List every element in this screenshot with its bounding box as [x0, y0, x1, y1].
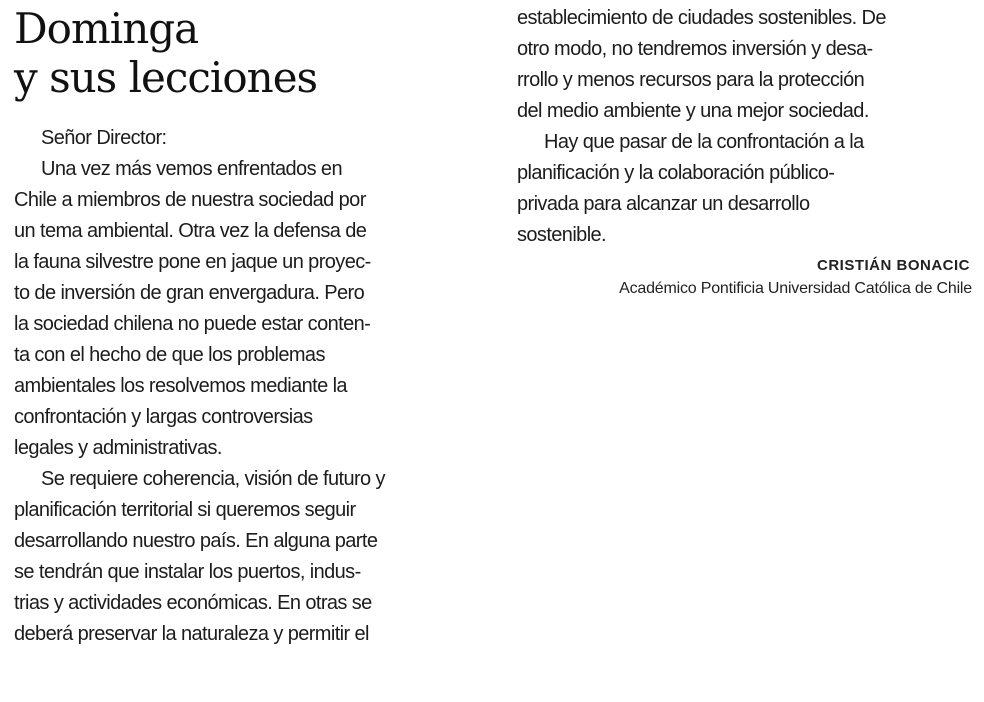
paragraph-line: otro modo, no tendremos inversión y desa-	[517, 38, 873, 60]
paragraph-line: trias y actividades económicas. En otras se	[14, 592, 372, 614]
paragraph-line: Chile a miembros de nuestra sociedad por	[14, 189, 366, 211]
paragraph-line: se tendrán que instalar los puertos, indus-	[14, 561, 361, 583]
paragraph-line: ta con el hecho de que los problemas	[14, 344, 325, 366]
paragraph-line: privada para alcanzar un desarrollo	[517, 193, 810, 215]
paragraph-line: Hay que pasar de la confrontación a la	[544, 131, 864, 153]
paragraph-line: confrontación y largas controversias	[14, 406, 313, 428]
paragraph-line: rrollo y menos recursos para la protección	[517, 69, 865, 91]
paragraph-line: to de inversión de gran envergadura. Pero	[14, 282, 365, 304]
right-column	[517, 0, 972, 298]
author-affiliation: Académico Pontificia Universidad Católica de Chile	[619, 280, 972, 297]
letter-body-left	[14, 123, 474, 650]
headline-line-2: y sus lecciones	[14, 53, 318, 102]
left-column	[14, 0, 474, 650]
letter-body-right	[517, 3, 972, 251]
salutation: Señor Director:	[41, 127, 167, 149]
author-name: CRISTIÁN BONACIC	[817, 257, 970, 274]
paragraph-line: deberá preservar la naturaleza y permitir el	[14, 623, 369, 645]
headline	[14, 4, 474, 102]
paragraph-line: Una vez más vemos enfrentados en	[41, 158, 342, 180]
paragraph-line: Se requiere coherencia, visión de futuro y	[41, 468, 385, 490]
paragraph-line: la sociedad chilena no puede estar conten-	[14, 313, 371, 335]
paragraph-line: un tema ambiental. Otra vez la defensa de	[14, 220, 367, 242]
paragraph-line: del medio ambiente y una mejor sociedad.	[517, 100, 869, 122]
paragraph-line: planificación y la colaboración público-	[517, 162, 835, 184]
headline-line-1: Dominga	[14, 4, 199, 53]
paragraph-line: sostenible.	[517, 224, 607, 246]
paragraph-line: establecimiento de ciudades sostenibles. De	[517, 7, 886, 29]
paragraph-line: legales y administrativas.	[14, 437, 222, 459]
paragraph-line: la fauna silvestre pone en jaque un proyec-	[14, 251, 371, 273]
paragraph-line: desarrollando nuestro país. En alguna parte	[14, 530, 378, 552]
paragraph-line: ambientales los resolvemos mediante la	[14, 375, 347, 397]
paragraph-line: planificación territorial si queremos seguir	[14, 499, 356, 521]
